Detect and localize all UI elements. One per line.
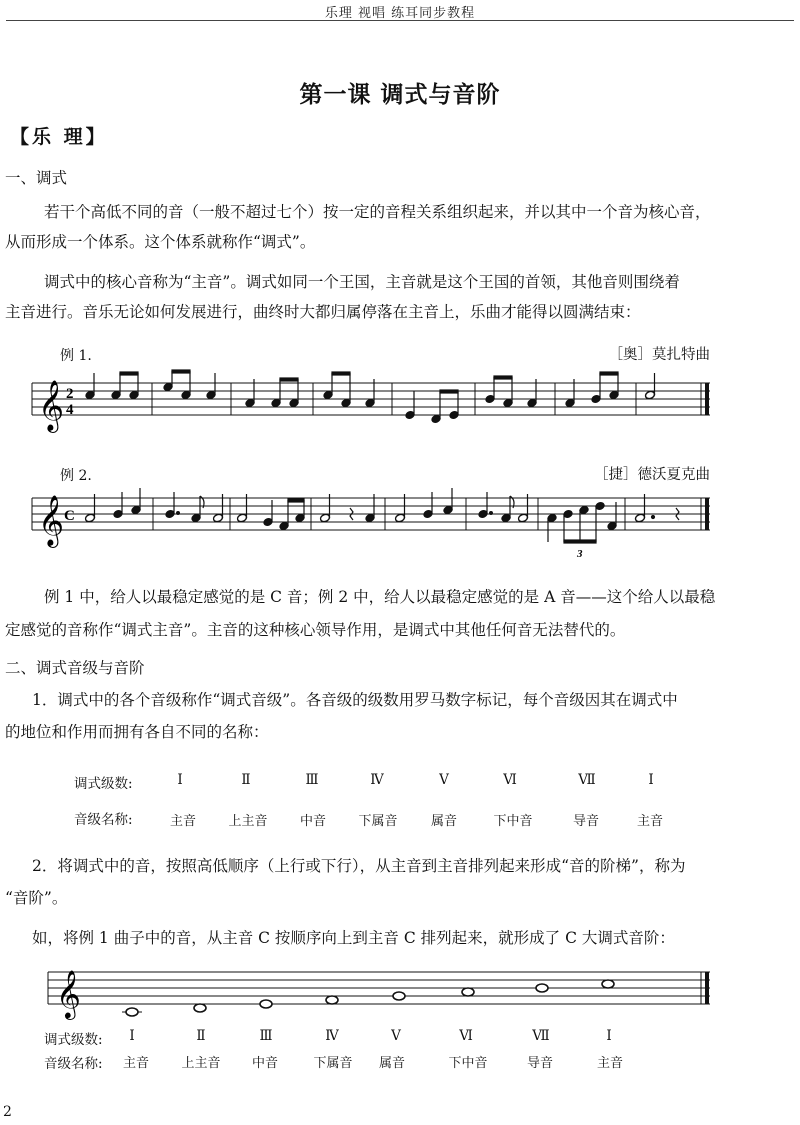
degree-cell: Ⅳ	[370, 772, 384, 788]
degree-cell: Ⅰ	[177, 772, 183, 788]
section-label: 【乐 理】	[10, 126, 108, 148]
degree-cell: Ⅱ	[241, 772, 251, 788]
svg-text:𝄞: 𝄞	[38, 380, 65, 431]
example-1-label: 例 1.	[60, 348, 92, 364]
scale-name-label: 音级名称:	[44, 1056, 103, 1072]
degree-cell: Ⅶ	[578, 772, 596, 788]
page-title: 第一课 调式与音阶	[299, 82, 501, 108]
scale-degree-cell: Ⅰ	[606, 1028, 612, 1044]
scale-degree-cell: Ⅶ	[532, 1028, 550, 1044]
name-cell: 属音	[430, 814, 457, 829]
scale-name-cell: 主音	[122, 1056, 149, 1071]
example-1-composer: ［奥］莫扎特曲	[608, 347, 710, 363]
scale-name-cell: 主音	[596, 1056, 623, 1071]
scale-name-cell: 导音	[526, 1056, 553, 1071]
scale-name-cell: 下属音	[313, 1056, 353, 1071]
page-number: 2	[3, 1104, 12, 1120]
paragraph-line: 2．将调式中的音，按照高低顺序（上行或下行），从主音到主音排列起来形成“音的阶梯”，称为	[32, 857, 686, 875]
scale-degree-cell: Ⅳ	[325, 1028, 339, 1044]
name-cell: 主音	[636, 814, 663, 829]
heading-degrees-and-scales: 二、调式音级与音阶	[5, 659, 145, 677]
paragraph-line: 例 1 中，给人以最稳定感觉的是 C 音；例 2 中，给人以最稳定感觉的是 A 音——这个给人以最稳	[44, 588, 716, 606]
paragraph-line: 从而形成一个体系。这个体系就称作“调式”。	[5, 233, 316, 251]
scale-name-cell: 中音	[251, 1056, 278, 1071]
svg-text:𝄞: 𝄞	[56, 969, 81, 1018]
paragraph-line: 的地位和作用而拥有各自不同的名称：	[5, 723, 269, 741]
name-cell: 主音	[169, 814, 196, 829]
example-1-staff	[28, 365, 718, 435]
paragraph-line: 若干个高低不同的音（一般不超过七个）按一定的音程关系组织起来，并以其中一个音为核心音，	[44, 203, 711, 221]
name-cell: 下属音	[358, 814, 398, 829]
paragraph-line: 调式中的核心音称为“主音”。调式如同一个王国，主音就是这个王国的首领，其他音则围绕着	[44, 273, 680, 291]
scale-degree-cell: Ⅵ	[459, 1028, 473, 1044]
scale-degree-cell: Ⅱ	[196, 1028, 206, 1044]
name-cell: 下中音	[493, 814, 533, 829]
scale-name-cell: 上主音	[181, 1056, 221, 1071]
paragraph-line: 如，将例 1 曲子中的音，从主音 C 按顺序向上到主音 C 排列起来，就形成了 C 大调式音阶：	[32, 929, 675, 947]
running-header: 乐理 视唱 练耳同步教程	[324, 6, 476, 21]
scale-degree-label: 调式级数:	[44, 1032, 103, 1048]
example-2-label: 例 2.	[60, 468, 92, 484]
degree-cell: Ⅴ	[439, 772, 449, 788]
example-2-triplet: 3	[577, 548, 583, 560]
name-row-label: 音级名称:	[74, 812, 133, 828]
scale-degree-cell: Ⅰ	[129, 1028, 135, 1044]
example-1-time-top: 2	[66, 386, 74, 402]
c-major-scale-staff	[34, 958, 724, 1030]
paragraph-line: 1．调式中的各个音级称作“调式音级”。各音级的级数用罗马数字标记，每个音级因其在调式中	[32, 691, 678, 709]
name-cell: 上主音	[228, 814, 268, 829]
paragraph-line: “音阶”。	[5, 889, 68, 907]
degree-cell: Ⅲ	[305, 772, 319, 788]
name-cell: 中音	[299, 814, 326, 829]
degree-row-label: 调式级数:	[74, 776, 133, 792]
example-2-staff	[28, 482, 718, 564]
scale-degree-cell: Ⅴ	[391, 1028, 401, 1044]
scale-name-cell: 下中音	[448, 1056, 488, 1071]
scale-name-cell: 属音	[378, 1056, 405, 1071]
paragraph-line: 定感觉的音称作“调式主音”。主音的这种核心领导作用，是调式中其他任何音无法替代的。	[5, 621, 626, 639]
example-2-time-sig: C	[64, 508, 75, 524]
name-cell: 导音	[572, 814, 599, 829]
svg-text:𝄞: 𝄞	[38, 495, 65, 546]
heading-modes: 一、调式	[5, 169, 68, 187]
paragraph-line: 主音进行。音乐无论如何发展进行，曲终时大都归属停落在主音上，乐曲才能得以圆满结束：	[5, 303, 641, 321]
header-rule	[6, 20, 794, 21]
example-2-composer: ［捷］德沃夏克曲	[594, 467, 710, 483]
degree-cell: Ⅰ	[648, 772, 654, 788]
scale-degree-cell: Ⅲ	[259, 1028, 273, 1044]
example-1-time-bottom: 4	[66, 402, 74, 418]
degree-cell: Ⅵ	[503, 772, 517, 788]
